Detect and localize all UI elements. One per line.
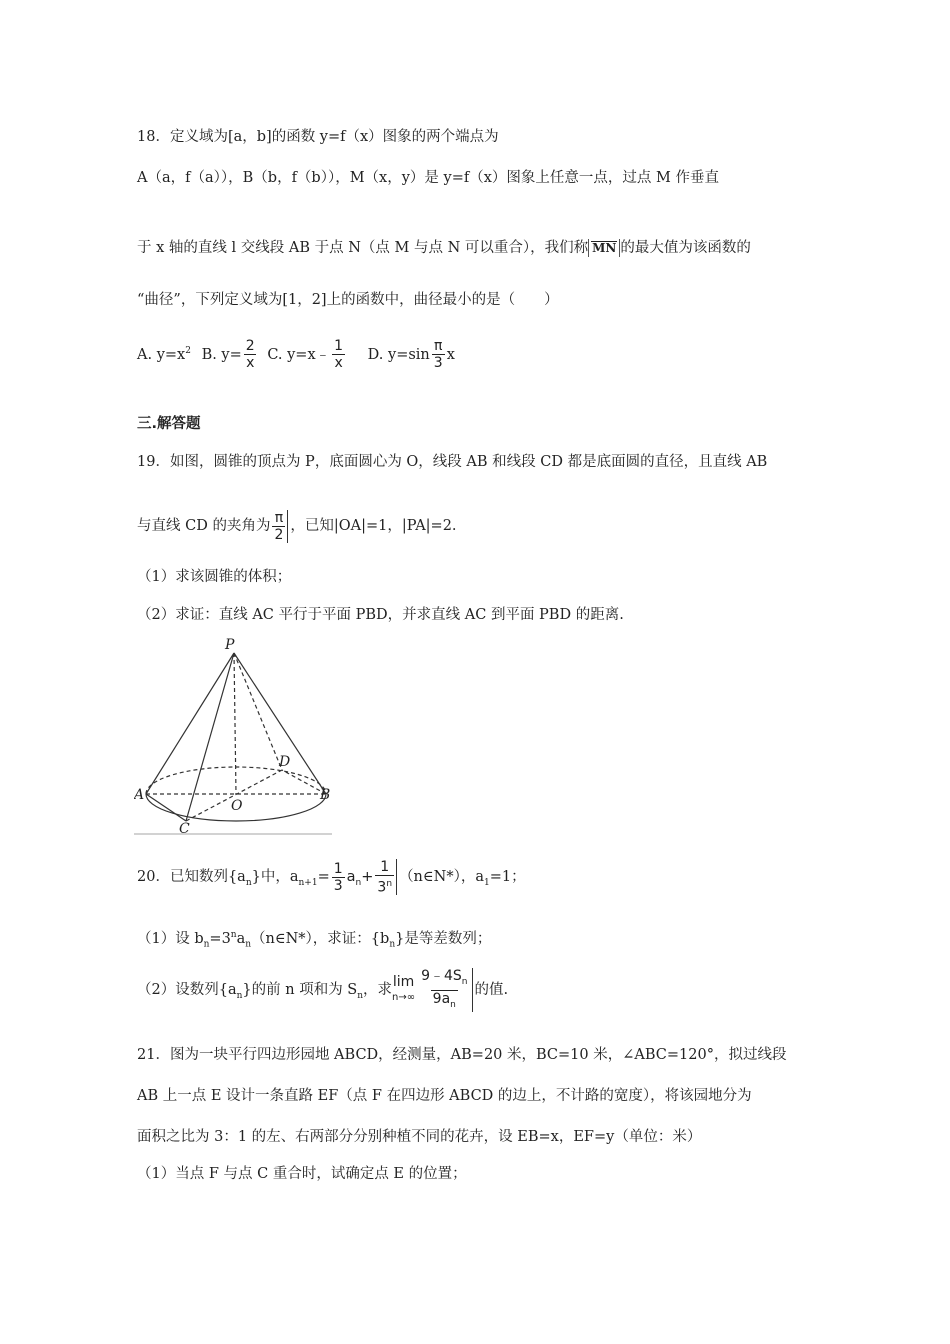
label-p: P (225, 637, 235, 653)
part1-mid: =3 (209, 930, 231, 947)
option-b-fraction (244, 338, 257, 371)
label-b: B (320, 787, 331, 803)
den-sup: n (386, 878, 393, 889)
label-c: C (179, 821, 190, 837)
option-a-sup: 2 (185, 346, 191, 356)
q20-mid: }中，a (251, 869, 299, 885)
sub: n (203, 939, 210, 950)
part2-mid: }的前 n 项和为 S (242, 982, 358, 998)
sub: n+1 (298, 877, 318, 888)
frac-num (419, 968, 469, 990)
edge-po (234, 653, 236, 794)
frac-den: x (246, 355, 255, 372)
q18-line-4: “曲径”，下列定义域为[1，2]上的函数中，曲径最小的是（ ） (137, 292, 559, 308)
sub: n (389, 939, 396, 950)
q18-option-c (267, 338, 347, 372)
lim-subscript: n→∞ (392, 992, 416, 1003)
q18-option-a (137, 347, 191, 363)
option-d-text: D. y=sin (367, 346, 430, 363)
plus-sign: + (361, 869, 374, 885)
q18-option-d (367, 338, 455, 372)
q19-line-2-post: ，已知|OA|=1，|PA|=2. (290, 518, 457, 534)
q20-eq: = (317, 869, 330, 885)
sub: n (236, 990, 243, 1001)
q19-part-1: （1）求该圆锥的体积； (137, 569, 292, 585)
label-d: D (279, 754, 291, 770)
sub: n (357, 990, 364, 1001)
q21-line-1: 21．图为一块平行四边形园地 ABCD，经测量，AB=20 米，BC=10 米，∠ABC=120°，拟过线段 (137, 1047, 787, 1063)
sub: n (461, 976, 468, 987)
edge-pc (186, 653, 234, 821)
q19-part-2: （2）求证：直线 AC 平行于平面 PBD，并求直线 AC 到平面 PBD 的距离. (137, 607, 624, 623)
num-text: 9﹣4S (421, 967, 462, 984)
q20-part-1 (137, 925, 491, 955)
sub: n (355, 877, 362, 888)
q18-line-3-post: 的最大值为该函数的 (620, 240, 751, 256)
q18-line-1: 18．定义域为[a，b]的函数 y=f（x）图象的两个端点为 (137, 129, 499, 145)
q20-post: （n∈N*），a (399, 869, 484, 885)
a-letter: a (346, 869, 356, 885)
segment-ac (146, 794, 186, 821)
sup: n (230, 930, 237, 940)
frac-den (431, 990, 458, 1013)
lim-text: lim (392, 974, 415, 990)
q20-pre: 20．已知数列{a (137, 869, 246, 885)
den-text: 9a (432, 990, 451, 1007)
part1-end: }是等差数列； (395, 930, 492, 947)
frac-num: 1 (380, 858, 390, 875)
q18-line-3 (137, 238, 751, 258)
frac-num: 1 (334, 338, 344, 355)
edge-pd (234, 653, 282, 770)
option-b-text: B. y= (201, 346, 242, 363)
q21-part-1: （1）当点 F 与点 C 重合时，试确定点 E 的位置； (137, 1166, 467, 1182)
option-a-text: A. y=x (137, 346, 186, 363)
q18-option-b (201, 338, 259, 372)
edge-pa (146, 653, 234, 794)
limit-operator (392, 974, 415, 1006)
option-d-post: x (446, 346, 455, 363)
frac-num: 1 (333, 860, 343, 877)
part2-post: ，求 (363, 982, 393, 998)
part1-post: （n∈N*），求证：{b (251, 930, 390, 947)
q21-line-2: AB 上一点 E 设计一条直路 EF（点 F 在四边形 ABCD 的边上，不计路的宽度），将该园地分为 (137, 1088, 752, 1104)
q20-part-2 (137, 965, 508, 1021)
den-base: 3 (377, 879, 387, 896)
q21-line-3: 面积之比为 3：1 的左、右两部分分别种植不同的花卉，设 EB=x，EF=y（单位：米） (137, 1129, 702, 1145)
q20-line-1 (137, 858, 526, 902)
q19-line-1: 19．如图，圆锥的顶点为 P，底面圆心为 O，线段 AB 和线段 CD 都是底面圆的直径，且直线 AB (137, 454, 768, 470)
label-a: A (134, 787, 145, 803)
frac-num: π (274, 509, 284, 526)
part1-pre: （1）设 b (137, 930, 204, 947)
frac-den (375, 875, 394, 896)
q19-line-2-pre: 与直线 CD 的夹角为 (137, 518, 271, 534)
q20-fraction-1 (332, 861, 345, 894)
vector-mn-label: MN (592, 241, 617, 255)
q19-line-2 (137, 506, 457, 546)
q20-end: =1； (489, 869, 526, 885)
option-d-fraction (432, 338, 445, 371)
frac-den: 3 (333, 877, 343, 894)
part2-pre: （2）设数列{a (137, 982, 237, 998)
q20-fraction-2 (375, 859, 397, 896)
edge-pb (234, 653, 326, 794)
sub: 1 (483, 877, 490, 888)
frac-num: 2 (245, 338, 255, 355)
q20-an (346, 869, 374, 888)
option-c-fraction (332, 338, 345, 371)
frac-den: 2 (274, 526, 284, 543)
q18-options (137, 334, 455, 372)
q18-line-2: A（a，f（a）），B（b，f（b）），M（x，y）是 y=f（x）图象上任意一点，过点 M 作垂直 (137, 170, 719, 186)
q18-vector-mn (588, 239, 620, 257)
frac-den: x (334, 355, 343, 372)
section-heading: 三.解答题 (137, 416, 201, 432)
sub: n (245, 877, 252, 888)
sub: n (245, 939, 252, 950)
limit-fraction (419, 968, 472, 1013)
cone-figure (134, 635, 334, 840)
frac-den: 3 (433, 355, 443, 372)
q18-line-3-pre: 于 x 轴的直线 l 交线段 AB 于点 N（点 M 与点 N 可以重合），我们称 (137, 240, 589, 256)
part2-end: 的值. (474, 982, 509, 998)
q19-angle-fraction (272, 510, 288, 543)
part1-mid2: a (236, 930, 246, 947)
frac-num: π (434, 338, 443, 355)
option-c-text: C. y=x﹣ (267, 346, 331, 363)
sub: n (450, 999, 456, 1010)
label-o: O (231, 798, 243, 814)
